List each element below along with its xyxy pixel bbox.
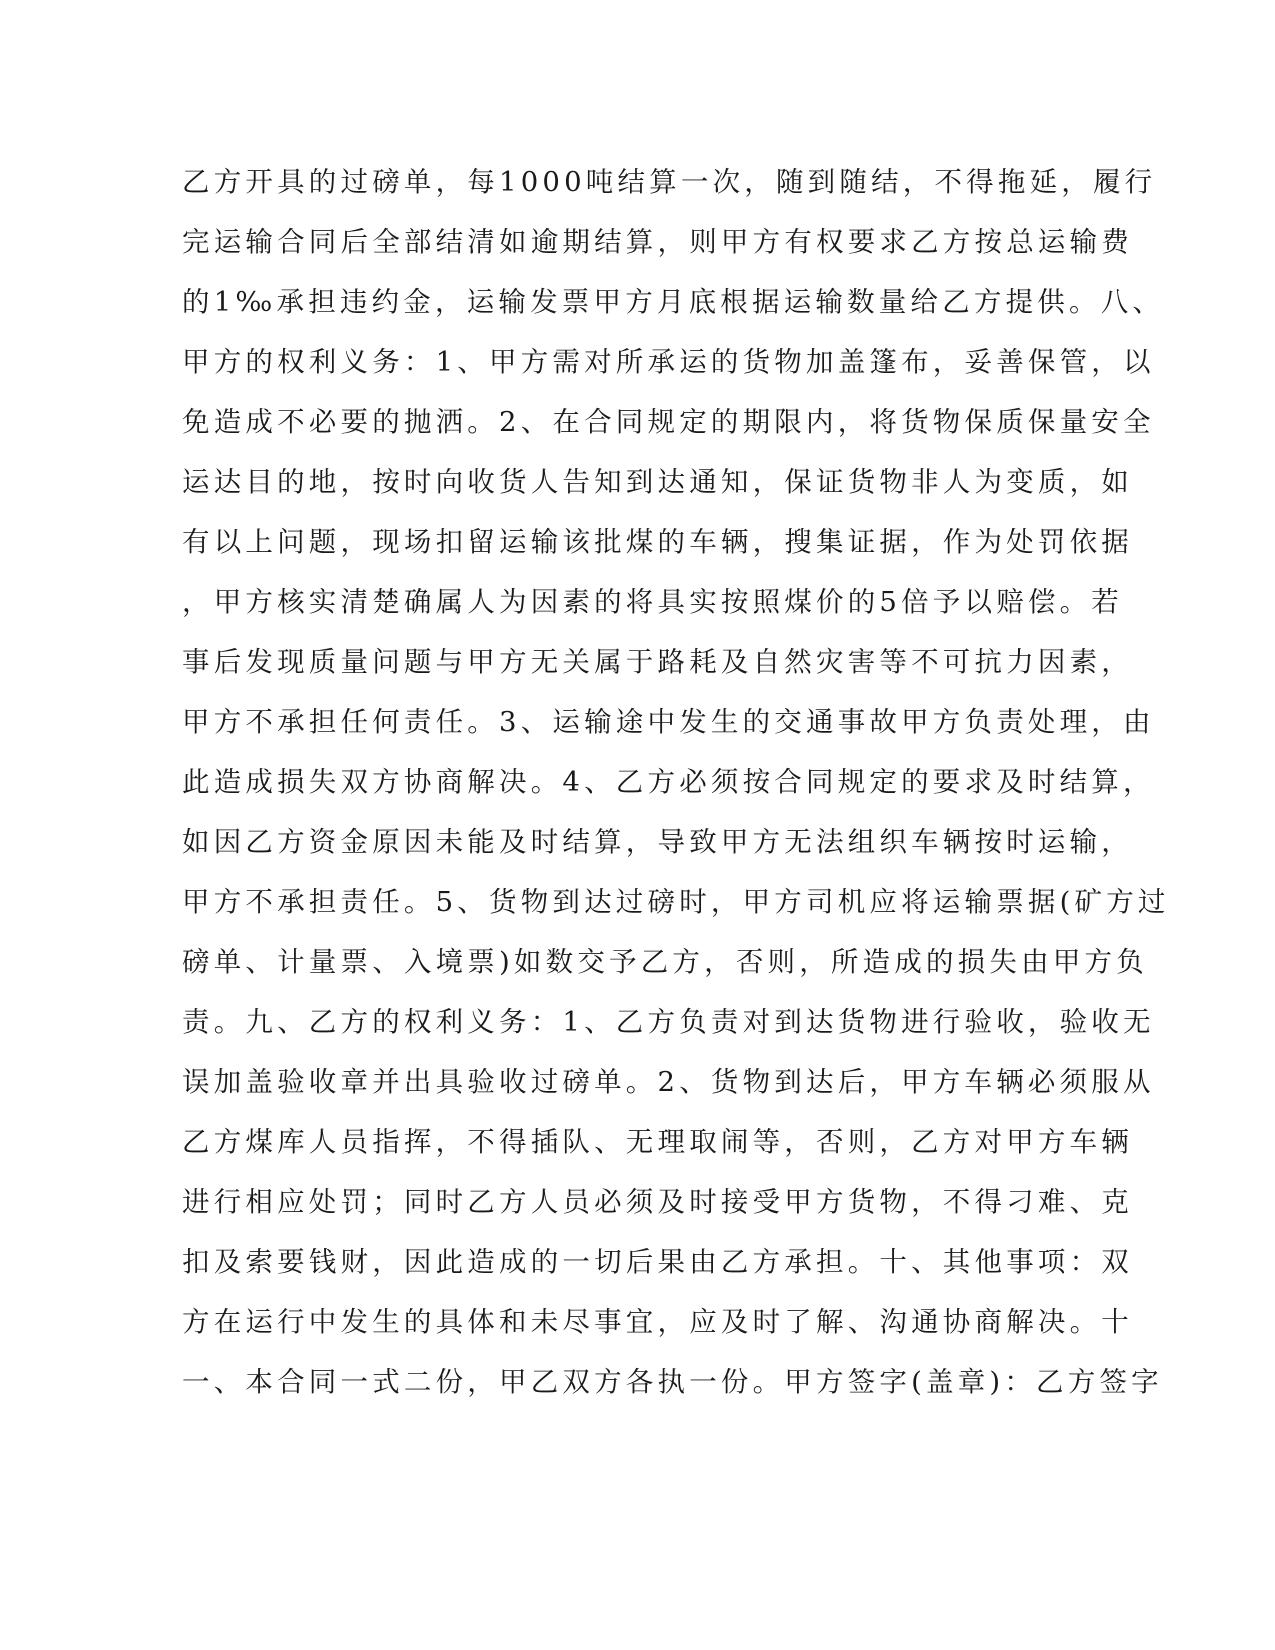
contract-body-text (182, 160, 1170, 1420)
text-line: 乙方煤库人员指挥，不得插队、无理取闹等，否则，乙方对甲方车辆 (182, 1126, 1133, 1158)
text-line: 如因乙方资金原因未能及时结算，导致甲方无法组织车辆按时运输， (182, 826, 1133, 858)
text-line: 运达目的地，按时向收货人告知到达通知，保证货物非人为变质，如 (182, 466, 1133, 498)
text-line: 责。九、乙方的权利义务：1、乙方负责对到达货物进行验收，验收无 (182, 1006, 1155, 1038)
text-line: 的1‰承担违约金，运输发票甲方月底根据运输数量给乙方提供。八、 (182, 286, 1165, 318)
text-line: 磅单、计量票、入境票)如数交予乙方，否则，所造成的损失由甲方负 (182, 946, 1148, 978)
text-line: 乙方开具的过磅单，每1000吨结算一次，随到随结，不得拖延，履行 (182, 166, 1157, 198)
text-line: 此造成损失双方协商解决。4、乙方必须按合同规定的要求及时结算， (182, 766, 1155, 798)
text-line: 方在运行中发生的具体和未尽事宜，应及时了解、沟通协商解决。十 (182, 1306, 1133, 1338)
text-line: 免造成不必要的抛洒。2、在合同规定的期限内，将货物保质保量安全 (182, 406, 1155, 438)
text-line: 事后发现质量问题与甲方无关属于路耗及自然灾害等不可抗力因素， (182, 646, 1133, 678)
text-line: 甲方的权利义务：1、甲方需对所承运的货物加盖篷布，妥善保管，以 (182, 346, 1155, 378)
text-line: 完运输合同后全部结清如逾期结算，则甲方有权要求乙方按总运输费 (182, 226, 1133, 258)
text-line: 误加盖验收章并出具验收过磅单。2、货物到达后，甲方车辆必须服从 (182, 1066, 1155, 1098)
text-line: 一、本合同一式二份，甲乙双方各执一份。甲方签字(盖章)：乙方签字 (182, 1366, 1163, 1398)
text-line: 扣及索要钱财，因此造成的一切后果由乙方承担。十、其他事项：双 (182, 1246, 1133, 1278)
text-line: 甲方不承担责任。5、货物到达过磅时，甲方司机应将运输票据(矿方过 (182, 886, 1170, 918)
text-line: ，甲方核实清楚确属人为因素的将具实按照煤价的5倍予以赔偿。若 (182, 586, 1123, 618)
text-line: 甲方不承担任何责任。3、运输途中发生的交通事故甲方负责处理，由 (182, 706, 1155, 738)
text-line: 进行相应处罚；同时乙方人员必须及时接受甲方货物，不得刁难、克 (182, 1186, 1133, 1218)
text-line: 有以上问题，现场扣留运输该批煤的车辆，搜集证据，作为处罚依据 (182, 526, 1133, 558)
